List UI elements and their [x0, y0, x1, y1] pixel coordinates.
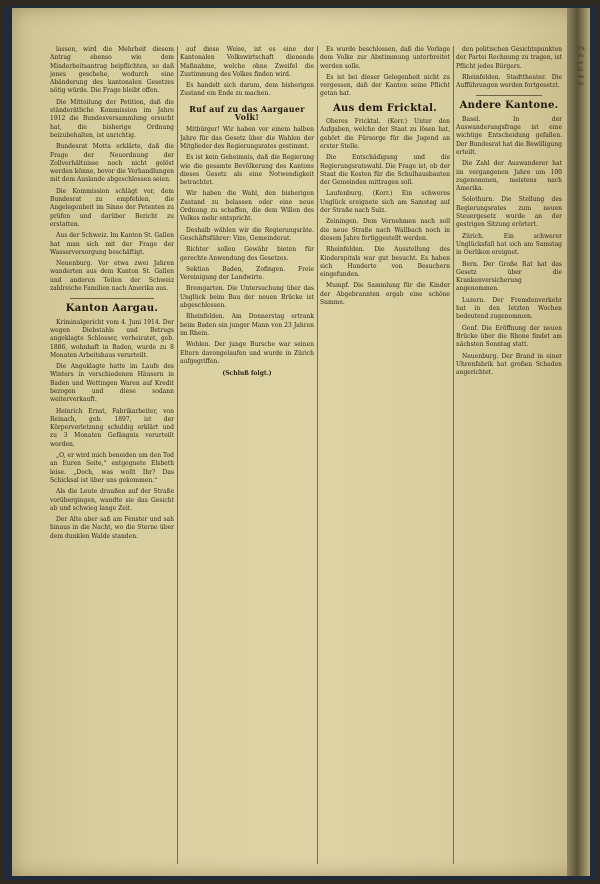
paragraph: Rheinfelden. Stadttheater. Die Aufführungen werden fortgesetzt.: [456, 73, 562, 90]
paragraph: Wir haben die Wahl, den bisherigen Zustand zu belassen oder eine neue Ordnung zu schaffen, die dem Willen des Volkes mehr entspricht.: [180, 190, 314, 223]
paragraph: Die Entschädigung und die Regierungsratswahl. Die Frage ist, ob der Staat die Kosten für die Schulhausbauten der Gemeinden mittragen soll.: [320, 154, 450, 187]
paragraph: Mumpf. Die Sammlung für die Kinder der Abgebrannten ergab eine schöne Summe.: [320, 282, 450, 307]
paragraph: Heinrich Ernst, Fabrikarbeiter, von Reinach, geb. 1897, ist der Körperverletzung schuldig erklärt und zu 3 Monaten Gefängnis verurteilt worden.: [50, 407, 174, 448]
paragraph: Neuenburg. Vor etwa zwei Jahren wanderten aus dem Kanton St. Gallen und anderen Teilen der Schweiz zahlreiche Familien nach Amerika aus.: [50, 260, 174, 293]
paragraph: Rheinfelden. Die Ausstellung des Kinderspitals war gut besucht. Es haben sich Hunderte von Besuchern eingefunden.: [320, 246, 450, 279]
separator: [70, 298, 154, 299]
paragraph: Solothurn. Die Stellung des Regierungsrates zum neuen Steuergesetz wurde an der gestrigen Sitzung erörtert.: [456, 196, 562, 229]
paragraph: Mitbürger! Wir haben vor einem halben Jahre für das Gesetz über die Wahlen der Mitglieder des Regierungsrates gestimmt.: [180, 126, 314, 150]
paragraph: auf diese Weise, ist es eine der Kantonalen Volkswirtschaft dienende Maßnahme, welche ohne Zweifel die Zustimmung des Volkes finden wird.: [180, 46, 314, 78]
paragraph: Neuenburg. Der Brand in einer Uhrenfabrik hat großen Schaden angerichtet.: [456, 352, 562, 377]
paragraph: Laufenburg. (Korr.) Ein schweres Unglück ereignete sich am Samstag auf der Straße nach Sulz.: [320, 190, 450, 215]
paragraph: Bern. Der Große Rat hat das Gesetz über die Krankenversicherung angenommen.: [456, 260, 562, 293]
separator: [476, 95, 542, 96]
column-4: [456, 46, 562, 866]
column-2: [180, 46, 314, 866]
section-heading: Aus dem Fricktal.: [332, 102, 438, 114]
paragraph: Die Kommission schlägt vor, dem Bundesrat zu empfehlen, die Angelegenheit im Sinne der Petenten zu prüfen und darüber Bericht zu erstatten.: [50, 187, 174, 228]
paragraph: Bremgarten. Die Untersuchung über das Unglück beim Bau der neuen Brücke ist abgeschlossen.: [180, 285, 314, 310]
next-page-edge: Th. Po sc fü de Sc: [578, 46, 587, 87]
paragraph: Zürich. Ein schwerer Unglücksfall hat sich am Samstag in Oerlikon ereignet.: [456, 232, 562, 257]
newspaper-page: [12, 8, 590, 876]
paragraph: Die Angeklagte hatte im Laufe des Winters in verschiedenen Häusern in Baden und Wettingen Waren auf Kredit bezogen und diese sodann weiterverkauft.: [50, 363, 174, 404]
paragraph: „O, er wird mich beneiden um den Tod an Euren Seite,“ entgegnete Elsbeth leise. „Doch, was wollt Ihr? Das Schicksal ist über uns gekommen.“: [50, 452, 174, 484]
section-heading: Kanton Aargau.: [65, 303, 159, 315]
paragraph: Die Mitteilung der Petition, daß die ständerätliche Kommission im Jahre 1912 die Bundesversammlung ersucht hat, die bisherige Ordnung beizubehalten, ist unrichtig.: [50, 98, 174, 139]
paragraph: Wohlen. Der junge Bursche war seinen Eltern davongelaufen und wurde in Zürich aufgegriffen.: [180, 341, 314, 365]
paragraph: Es ist bei dieser Gelegenheit nicht zu vergessen, daß der Kanton seine Pflicht getan hat.: [320, 73, 450, 98]
paragraph: Basel. In der Auswanderungsfrage ist eine wichtige Entscheidung gefallen. Der Bundesrat hat die Bewilligung erteilt.: [456, 115, 562, 156]
paragraph: Es ist kein Geheimnis, daß die Regierung wie die gesamte Bevölkerung des Kantons dieses Gesetz als eine Notwendigkeit betrachtet.: [180, 154, 314, 187]
paragraph: lassen, wird die Mehrheit diesem Antrag ebenso wie dem Minderheitsantrag beipflichten, so daß jenes geschehe, wodurch eine Abänderung des kantonalen Gesetzes nötig würde. Die Frage bleibt offen.: [50, 46, 174, 95]
column-rule: [453, 46, 454, 864]
paragraph: Luzern. Der Fremdenverkehr hat in den letzten Wochen bedeutend zugenommen.: [456, 296, 562, 321]
paragraph: Richter sollen Gewähr bieten für gerechte Anwendung des Gesetzes.: [180, 246, 314, 262]
paragraph: Es handelt sich darum, dem bisherigen Zustand ein Ende zu machen.: [180, 82, 314, 98]
paragraph: den politischen Gesichtspunkten der Partei Rechnung zu tragen, ist Pflicht jedes Bürgers.: [456, 46, 562, 70]
paragraph: Die Zahl der Auswanderer hat im vergangenen Jahre um 100 zugenommen, meistens nach Amerika.: [456, 160, 562, 193]
paragraph: Rheinfelden. Am Donnerstag ertrank beim Baden ein junger Mann von 23 Jahren im Rhein.: [180, 313, 314, 337]
column-rule: [317, 46, 318, 864]
paragraph: Sektion Baden, Zofingen. Freie Vereinigung der Landwirte.: [180, 265, 314, 282]
paragraph: Der Alte aber saß am Fenster und sah hinaus in die Nacht, wo die Sterne über dem dunklen Walde standen.: [50, 516, 174, 540]
column-1: [50, 46, 174, 866]
paragraph: Es wurde beschlossen, daß die Vorlage dem Volke zur Abstimmung unterbreitet werden solle.: [320, 46, 450, 70]
paragraph: Zeiningen. Dem Vernehmen nach soll die neue Straße nach Wallbach noch in diesem Jahre fertiggestellt werden.: [320, 218, 450, 242]
column-3: [320, 46, 450, 866]
continuation-note: (Schluß folgt.): [222, 370, 272, 378]
section-heading: Ruf auf zu das Aargauer Volk!: [189, 103, 305, 123]
paragraph: Oberes Fricktal. (Korr.) Unter den Aufgaben, welche der Staat zu lösen hat, gehört die Fürsorge für die Jugend an erster Stelle.: [320, 118, 450, 150]
paragraph: Bundesrat Motta erklärte, daß die Frage der Neuordnung der Zollverhältnisse noch nicht gelöst werden könne, bevor die Verhandlungen mit dem Auslande abgeschlossen seien.: [50, 143, 174, 184]
paragraph: Kriminalgericht vom 4. Juni 1914. Der wegen Diebstahls und Betrugs angeklagte Schlosser, verheiratet, geb. 1886, wohnhaft in Baden, wurde zu 8 Monaten Arbeitshaus verurteilt.: [50, 318, 174, 359]
paragraph: Aus der Schweiz. Im Kanton St. Gallen hat man sich mit der Frage der Wasserversorgung beschäftigt.: [50, 232, 174, 256]
section-heading: Andere Kantone.: [459, 100, 559, 112]
paragraph: Als die Leute draußen auf der Straße vorübergingen, wandte sie das Gesicht ab und schwieg lange Zeit.: [50, 488, 174, 512]
column-rule: [177, 46, 178, 864]
paragraph: Deshalb wählen wir die Regierungsräte. Geschäftsführer: Vize, Gemeinderat.: [180, 226, 314, 242]
paragraph: Genf. Die Eröffnung der neuen Brücke über die Rhone findet am nächsten Sonntag statt.: [456, 324, 562, 349]
